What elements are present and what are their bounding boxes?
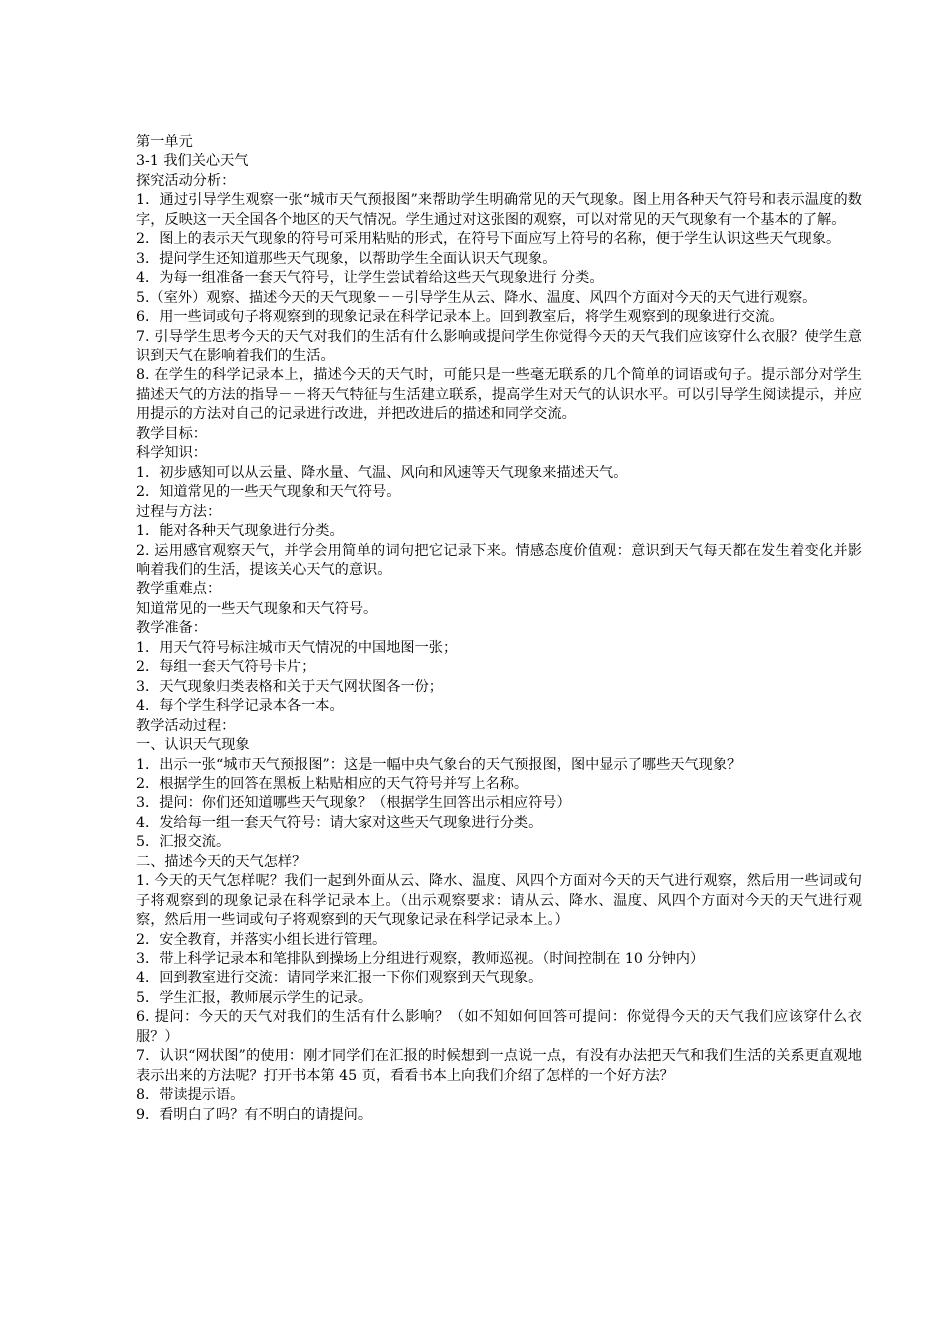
paragraph: 4．每个学生科学记录本各一本。 [136, 698, 344, 715]
paragraph: 1．出示一张“城市天气预报图”：这是一幅中央气象台的天气预报图，图中显示了哪些天气现象？ [136, 756, 742, 773]
paragraph: 8. 在学生的科学记录本上，描述今天的天气时，可能只是一些毫无联系的几个简单的词语或句子。提示部分对学生描述天气的方法的指导－－将天气特征与生活建立联系，提高学生对天气的认识水平。可以引导学生阅读提示，并应用提示的方法对自己的记录进行改进，并把改进后的描述和同学交流。 [136, 367, 862, 423]
subsection-heading: 过程与方法： [136, 503, 222, 520]
paragraph: 5．学生汇报，教师展示学生的记录。 [136, 989, 373, 1006]
paragraph: 3．带上科学记录本和笔排队到操场上分组进行观察，教师巡视。（时间控制在 10 分钟内） [136, 951, 705, 968]
paragraph: 3．提问学生还知道那些天气现象，以帮助学生全面认识天气现象。 [136, 250, 557, 267]
paragraph: 2．根据学生的回答在黑板上粘贴相应的天气符号并写上名称。 [136, 775, 529, 792]
paragraph: 2．知道常见的一些天气现象和天气符号。 [136, 484, 401, 501]
paragraph: 2．图上的表示天气现象的符号可采用粘贴的形式，在符号下面应写上符号的名称，便于学生认识这些天气现象。 [136, 231, 841, 248]
section-heading: 教学准备： [136, 620, 207, 637]
paragraph: 2．安全教育，并落实小组长进行管理。 [136, 931, 387, 948]
paragraph: 4．发给每一组一套天气符号：请大家对这些天气现象进行分类。 [136, 814, 543, 831]
paragraph: 1．用天气符号标注城市天气情况的中国地图一张； [136, 639, 458, 656]
paragraph: 3．天气现象归类表格和关于天气网状图各一份； [136, 678, 443, 695]
paragraph: 2. 运用感官观察天气，并学会用简单的词句把它记录下来。情感态度价值观：意识到天气每天都在发生着变化并影响着我们的生活，提该关心天气的意识。 [136, 542, 862, 578]
section-heading: 探究活动分析： [136, 172, 236, 189]
paragraph: 5．汇报交流。 [136, 834, 231, 851]
unit-heading: 第一单元 [136, 134, 193, 150]
paragraph: 3．提问：你们还知道哪些天气现象？（根据学生回答出示相应符号） [136, 795, 571, 812]
section-heading: 教学目标： [136, 425, 207, 442]
paragraph: 7. 引导学生思考今天的天气对我们的生活有什么影响或提问学生你觉得今天的天气我们应该穿什么衣服？使学生意识到天气在影响着我们的生活。 [136, 328, 862, 364]
paragraph: 1．能对各种天气现象进行分类。 [136, 523, 344, 540]
paragraph: 6. 提问：今天的天气对我们的生活有什么影响？（如不知如何回答可提问：你觉得今天的天气我们应该穿什么衣服？） [136, 1009, 862, 1045]
lesson-title: 3-1 我们关心天气 [136, 153, 249, 170]
paragraph: 知道常见的一些天气现象和天气符号。 [136, 600, 378, 617]
subsection-heading: 科学知识： [136, 445, 207, 462]
subsection-heading: 一、认识天气现象 [136, 737, 250, 754]
subsection-heading: 二、描述今天的天气怎样？ [136, 853, 307, 870]
paragraph: 9．看明白了吗？有不明白的请提问。 [136, 1106, 373, 1123]
paragraph: 1. 今天的天气怎样呢？我们一起到外面从云、降水、温度、风四个方面对今天的天气进行观察，然后用一些词或句子将观察到的现象记录在科学记录本上。（出示观察要求：请从云、降水、温度、风四个方面对今天的天气进行观察，然后用一些词或句子将观察到的天气现象记录在科学记录本上。） [136, 873, 862, 929]
section-heading: 教学活动过程： [136, 717, 236, 734]
paragraph: 1．初步感知可以从云量、降水量、气温、风向和风速等天气现象来描述天气。 [136, 464, 628, 481]
paragraph: 6．用一些词或句子将观察到的现象记录在科学记录本上。回到教室后，将学生观察到的现象进行交流。 [136, 309, 784, 326]
paragraph: 4．为每一组准备一套天气符号，让学生尝试着给这些天气现象进行 分类。 [136, 270, 604, 287]
paragraph: 4．回到教室进行交流：请同学来汇报一下你们观察到天气现象。 [136, 970, 543, 987]
paragraph: 8．带读提示语。 [136, 1087, 245, 1104]
paragraph: 5.（室外）观察、描述今天的天气现象－－引导学生从云、降水、温度、风四个方面对今天的天气进行观察。 [136, 289, 817, 306]
document-body [136, 133, 862, 1125]
section-heading: 教学重难点： [136, 581, 222, 598]
paragraph: 2．每组一套天气符号卡片； [136, 659, 316, 676]
paragraph: 1．通过引导学生观察一张“城市天气预报图”来帮助学生明确常见的天气现象。图上用各种天气符号和表示温度的数字，反映这一天全国各个地区的天气情况。学生通过对这张图的观察，可以对常见的天气现象有一个基本的了解。 [136, 192, 862, 228]
paragraph: 7．认识“网状图”的使用：刚才同学们在汇报的时候想到一点说一点，有没有办法把天气和我们生活的关系更直观地表示出来的方法呢？打开书本第 45 页，看看书本上向我们介绍了怎样的一个好方法？ [136, 1048, 862, 1084]
